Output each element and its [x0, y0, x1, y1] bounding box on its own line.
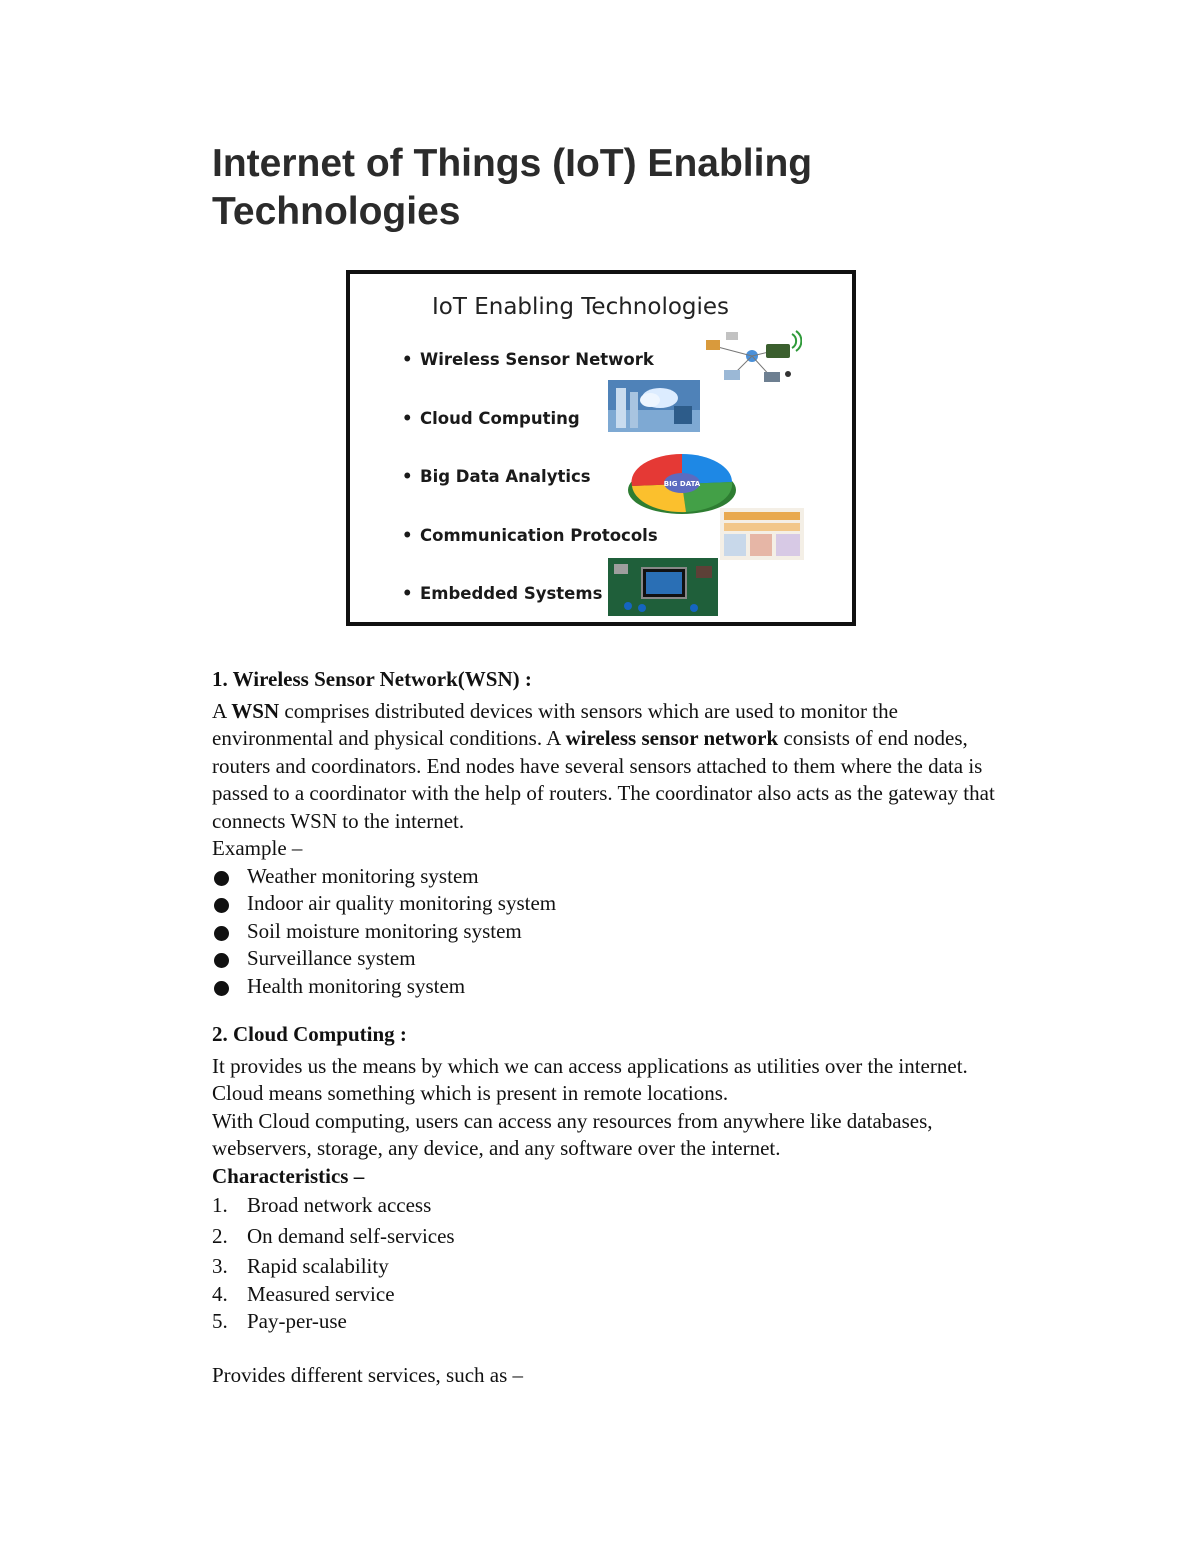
list-item: Soil moisture monitoring system: [212, 918, 1002, 946]
characteristics-label-bold: Characteristics: [212, 1163, 349, 1188]
wsn-heading: 1. Wireless Sensor Network(WSN) :: [212, 667, 532, 691]
figure-item-embedded: • Embedded Systems: [402, 584, 603, 603]
wsn-text-a: A: [212, 698, 232, 723]
list-item: Indoor air quality monitoring system: [212, 890, 1002, 918]
bullet-icon: [214, 871, 229, 886]
list-item: 1. Broad network access: [212, 1193, 432, 1217]
iot-enabling-technologies-figure: [346, 270, 856, 626]
cloud-paragraph-1: It provides us the means by which we can access applications as utilities over the internet. Cloud means something which is present in remote locations.: [212, 1053, 968, 1105]
example-list: [212, 863, 1002, 1001]
list-item: 3. Rapid scalability: [212, 1254, 389, 1278]
circuit-board-icon: [608, 558, 718, 616]
protocol-stack-icon: [720, 508, 804, 560]
list-item: 4. Measured service: [212, 1281, 395, 1306]
wsn-paragraph: [212, 698, 1002, 836]
list-item: 2. On demand self-services: [212, 1223, 455, 1248]
wheel-label: BIG DATA: [663, 480, 701, 488]
characteristics-label: [212, 1163, 1002, 1191]
wsn-term-bold: WSN: [231, 698, 280, 723]
bullet-icon: [214, 981, 229, 996]
example-label: Example –: [212, 836, 303, 860]
figure-item-cloud: • Cloud Computing: [402, 409, 580, 428]
list-item: 5. Pay-per-use: [212, 1309, 347, 1333]
bullet-icon: [214, 898, 229, 913]
cloud-paragraph-2: With Cloud computing, users can access any resources from anywhere like databases, webservers, storage, any device, and any software over the internet.: [212, 1108, 933, 1160]
wsn-text-e: consists of end nodes, routers and coordinators. End nodes have several sensors attached to them where the data is passed to a coordinator with the help of routers. The coordinator also acts as the gateway that connects WSN to the internet.: [212, 726, 995, 833]
cloud-server-icon: [608, 380, 700, 432]
wsn-devices-icon: [702, 326, 802, 384]
page-title: Internet of Things (IoT) Enabling Technologies: [212, 142, 813, 233]
list-item: Health monitoring system: [212, 973, 1002, 1001]
cloud-heading: 2. Cloud Computing :: [212, 1022, 407, 1046]
figure-item-protocols: • Communication Protocols: [402, 526, 658, 545]
figure-item-big-data: • Big Data Analytics: [402, 467, 591, 486]
wsn-term-bold-2: wireless sensor network: [565, 726, 779, 750]
cloud-section: [212, 1021, 1002, 1389]
bullet-icon: [214, 926, 229, 941]
bullet-icon: [214, 953, 229, 968]
figure-item-wsn: • Wireless Sensor Network: [402, 350, 654, 369]
services-intro: Provides different services, such as –: [212, 1362, 524, 1387]
figure-title: IoT Enabling Technologies: [432, 294, 730, 320]
list-item: Weather monitoring system: [212, 863, 1002, 891]
characteristics-list: [212, 1192, 1002, 1336]
characteristics-dash: –: [348, 1163, 365, 1188]
wsn-text-c: comprises distributed devices with sensors which are used to monitor the environmental and physical conditions. A: [212, 698, 898, 750]
list-item: Surveillance system: [212, 945, 1002, 973]
wsn-section: [212, 666, 1002, 1000]
